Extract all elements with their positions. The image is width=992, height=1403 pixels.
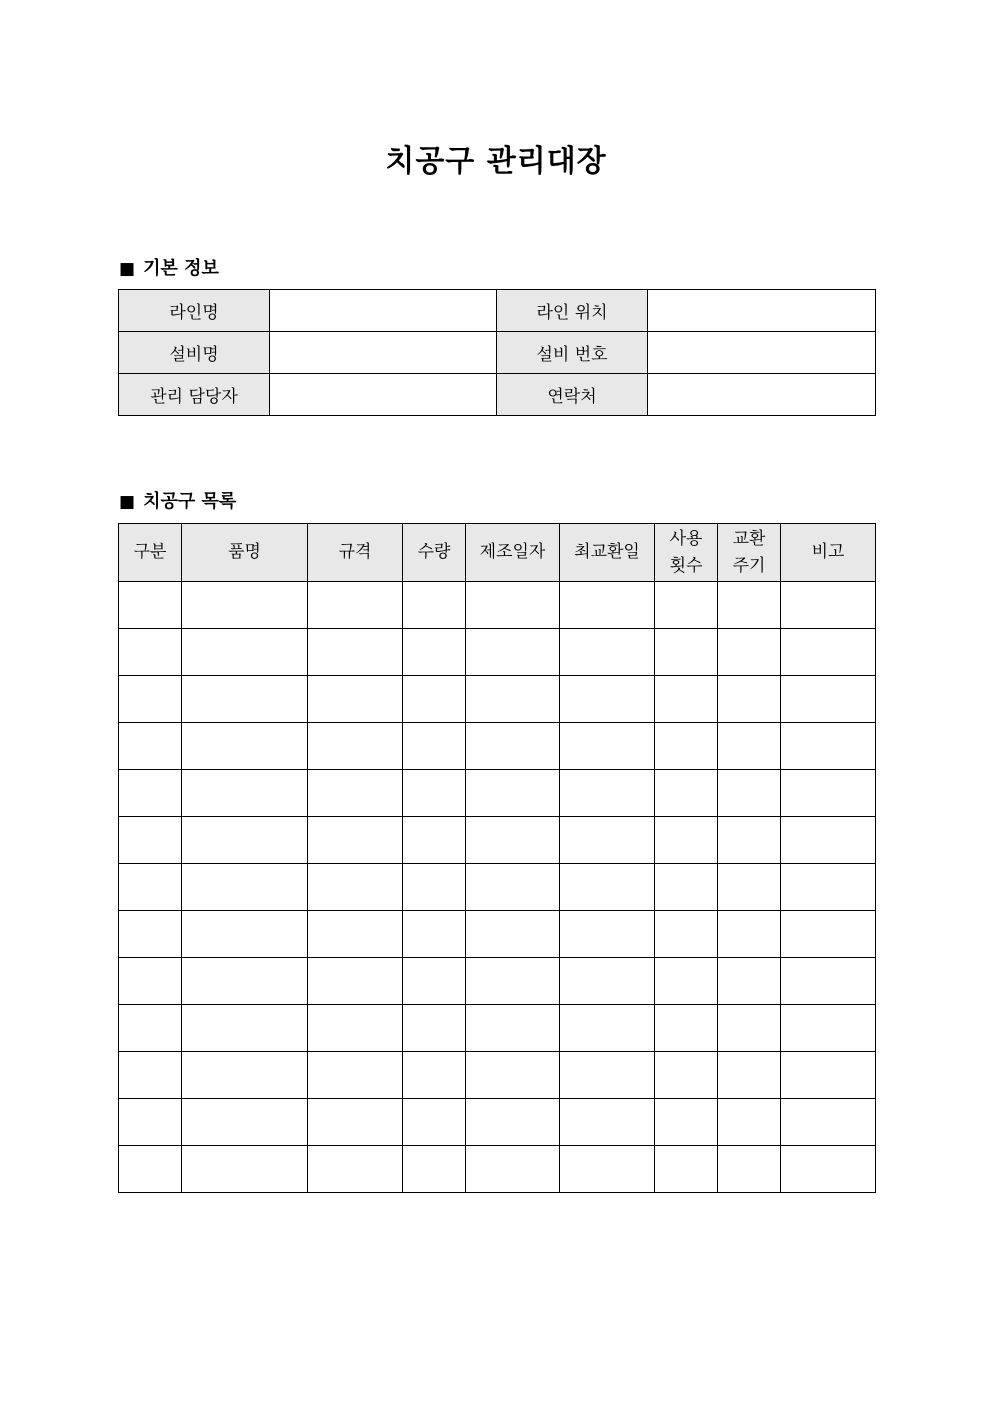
table-cell[interactable] <box>781 1052 876 1099</box>
square-bullet-icon: ■ <box>119 259 136 279</box>
column-header: 구분 <box>119 524 182 582</box>
table-cell[interactable] <box>718 958 781 1005</box>
table-cell[interactable] <box>403 1146 466 1193</box>
table-cell[interactable] <box>403 1005 466 1052</box>
table-cell[interactable] <box>403 911 466 958</box>
table-row <box>119 864 876 911</box>
table-cell[interactable] <box>119 723 182 770</box>
table-cell[interactable] <box>119 1099 182 1146</box>
table-cell[interactable] <box>182 1146 308 1193</box>
table-cell[interactable] <box>308 1052 403 1099</box>
line-name-field[interactable] <box>270 290 497 332</box>
table-row <box>119 911 876 958</box>
table-cell[interactable] <box>466 1005 560 1052</box>
table-cell[interactable] <box>718 911 781 958</box>
table-row <box>119 958 876 1005</box>
table-cell[interactable] <box>560 676 655 723</box>
table-cell[interactable] <box>718 582 781 629</box>
table-cell[interactable] <box>560 629 655 676</box>
table-cell[interactable] <box>119 864 182 911</box>
table-row <box>119 723 876 770</box>
table-cell[interactable] <box>781 676 876 723</box>
table-cell[interactable] <box>119 676 182 723</box>
table-cell[interactable] <box>466 629 560 676</box>
table-cell[interactable] <box>182 1099 308 1146</box>
basic-info-table <box>118 289 876 416</box>
table-cell[interactable] <box>119 1005 182 1052</box>
table-cell[interactable] <box>182 817 308 864</box>
column-header: 제조일자 <box>466 524 560 582</box>
basic-info-heading <box>119 254 219 280</box>
table-cell[interactable] <box>308 1005 403 1052</box>
table-row <box>119 1099 876 1146</box>
table-cell[interactable] <box>119 817 182 864</box>
table-cell[interactable] <box>466 817 560 864</box>
table-cell[interactable] <box>182 723 308 770</box>
table-cell[interactable] <box>781 958 876 1005</box>
table-cell[interactable] <box>466 958 560 1005</box>
table-cell[interactable] <box>182 911 308 958</box>
table-cell[interactable] <box>781 817 876 864</box>
table-cell[interactable] <box>403 582 466 629</box>
manager-field[interactable] <box>270 374 497 416</box>
table-cell[interactable] <box>466 911 560 958</box>
table-cell[interactable] <box>182 676 308 723</box>
column-header: 수량 <box>403 524 466 582</box>
table-cell[interactable] <box>403 817 466 864</box>
column-header: 비고 <box>781 524 876 582</box>
square-bullet-icon: ■ <box>119 492 136 512</box>
table-cell[interactable] <box>466 676 560 723</box>
table-header-row <box>119 524 876 582</box>
table-cell[interactable] <box>655 770 718 817</box>
table-cell[interactable] <box>182 958 308 1005</box>
table-cell[interactable] <box>781 911 876 958</box>
table-cell[interactable] <box>403 676 466 723</box>
table-cell[interactable] <box>560 1052 655 1099</box>
table-cell[interactable] <box>718 770 781 817</box>
line-location-label: 라인 위치 <box>497 290 648 332</box>
table-cell[interactable] <box>655 817 718 864</box>
table-cell[interactable] <box>466 1052 560 1099</box>
table-cell[interactable] <box>655 864 718 911</box>
table-cell[interactable] <box>655 1099 718 1146</box>
table-cell[interactable] <box>560 1146 655 1193</box>
table-cell[interactable] <box>119 629 182 676</box>
table-cell[interactable] <box>655 723 718 770</box>
column-header: 교환 주기 <box>718 524 781 582</box>
table-cell[interactable] <box>308 911 403 958</box>
table-cell[interactable] <box>119 582 182 629</box>
table-cell[interactable] <box>560 1005 655 1052</box>
table-cell[interactable] <box>655 629 718 676</box>
table-cell[interactable] <box>466 723 560 770</box>
table-cell[interactable] <box>119 958 182 1005</box>
table-cell[interactable] <box>119 1146 182 1193</box>
table-cell[interactable] <box>560 723 655 770</box>
table-cell[interactable] <box>182 629 308 676</box>
table-cell[interactable] <box>182 1005 308 1052</box>
table-cell[interactable] <box>308 676 403 723</box>
table-cell[interactable] <box>182 582 308 629</box>
table-cell[interactable] <box>781 582 876 629</box>
table-cell[interactable] <box>718 629 781 676</box>
table-cell[interactable] <box>403 1052 466 1099</box>
table-cell[interactable] <box>403 723 466 770</box>
table-cell[interactable] <box>781 723 876 770</box>
table-cell[interactable] <box>781 770 876 817</box>
table-cell[interactable] <box>655 958 718 1005</box>
table-cell[interactable] <box>718 817 781 864</box>
table-cell[interactable] <box>182 1052 308 1099</box>
table-cell[interactable] <box>655 1052 718 1099</box>
tool-list-table <box>118 523 876 1193</box>
contact-label: 연락처 <box>497 374 648 416</box>
table-cell[interactable] <box>403 864 466 911</box>
table-cell[interactable] <box>308 958 403 1005</box>
table-cell[interactable] <box>182 770 308 817</box>
table-row <box>119 1005 876 1052</box>
table-cell[interactable] <box>781 629 876 676</box>
table-cell[interactable] <box>466 582 560 629</box>
table-cell[interactable] <box>119 770 182 817</box>
tool-list-heading-text: 치공구 목록 <box>143 491 237 512</box>
table-cell[interactable] <box>560 958 655 1005</box>
table-cell[interactable] <box>119 911 182 958</box>
table-cell[interactable] <box>308 770 403 817</box>
table-cell[interactable] <box>718 676 781 723</box>
table-cell[interactable] <box>781 864 876 911</box>
table-row <box>119 629 876 676</box>
basic-info-heading-text: 기본 정보 <box>143 258 219 279</box>
info-row <box>119 290 876 332</box>
table-cell[interactable] <box>466 1146 560 1193</box>
table-cell[interactable] <box>781 1099 876 1146</box>
table-cell[interactable] <box>308 817 403 864</box>
table-cell[interactable] <box>308 629 403 676</box>
table-cell[interactable] <box>182 864 308 911</box>
table-cell[interactable] <box>466 770 560 817</box>
equipment-name-field[interactable] <box>270 332 497 374</box>
table-cell[interactable] <box>655 1146 718 1193</box>
table-cell[interactable] <box>403 958 466 1005</box>
document-title: 치공구 관리대장 <box>385 144 607 179</box>
table-cell[interactable] <box>560 770 655 817</box>
column-header: 규격 <box>308 524 403 582</box>
contact-field[interactable] <box>648 374 876 416</box>
table-cell[interactable] <box>466 864 560 911</box>
table-cell[interactable] <box>308 864 403 911</box>
table-row <box>119 676 876 723</box>
table-cell[interactable] <box>655 582 718 629</box>
table-row <box>119 1052 876 1099</box>
table-cell[interactable] <box>560 911 655 958</box>
table-cell[interactable] <box>718 1052 781 1099</box>
table-cell[interactable] <box>119 1052 182 1099</box>
table-cell[interactable] <box>781 1005 876 1052</box>
table-cell[interactable] <box>308 582 403 629</box>
table-cell[interactable] <box>308 1146 403 1193</box>
table-cell[interactable] <box>718 864 781 911</box>
table-cell[interactable] <box>560 1099 655 1146</box>
table-cell[interactable] <box>781 1146 876 1193</box>
equipment-number-label: 설비 번호 <box>497 332 648 374</box>
table-cell[interactable] <box>403 770 466 817</box>
tool-list-heading <box>119 487 236 513</box>
column-header: 최교환일 <box>560 524 655 582</box>
table-row <box>119 817 876 864</box>
table-cell[interactable] <box>655 1005 718 1052</box>
equipment-name-label: 설비명 <box>119 332 270 374</box>
equipment-number-field[interactable] <box>648 332 876 374</box>
table-cell[interactable] <box>308 1099 403 1146</box>
table-cell[interactable] <box>308 723 403 770</box>
table-cell[interactable] <box>718 1005 781 1052</box>
table-row <box>119 582 876 629</box>
line-name-label: 라인명 <box>119 290 270 332</box>
table-cell[interactable] <box>560 582 655 629</box>
table-row <box>119 1146 876 1193</box>
table-cell[interactable] <box>718 723 781 770</box>
table-cell[interactable] <box>718 1099 781 1146</box>
table-row <box>119 770 876 817</box>
info-row <box>119 374 876 416</box>
table-cell[interactable] <box>718 1146 781 1193</box>
table-cell[interactable] <box>560 864 655 911</box>
table-cell[interactable] <box>560 817 655 864</box>
table-cell[interactable] <box>655 911 718 958</box>
line-location-field[interactable] <box>648 290 876 332</box>
info-row <box>119 332 876 374</box>
table-cell[interactable] <box>403 1099 466 1146</box>
table-cell[interactable] <box>403 629 466 676</box>
column-header: 품명 <box>182 524 308 582</box>
manager-label: 관리 담당자 <box>119 374 270 416</box>
table-cell[interactable] <box>466 1099 560 1146</box>
table-cell[interactable] <box>655 676 718 723</box>
column-header: 사용 횟수 <box>655 524 718 582</box>
